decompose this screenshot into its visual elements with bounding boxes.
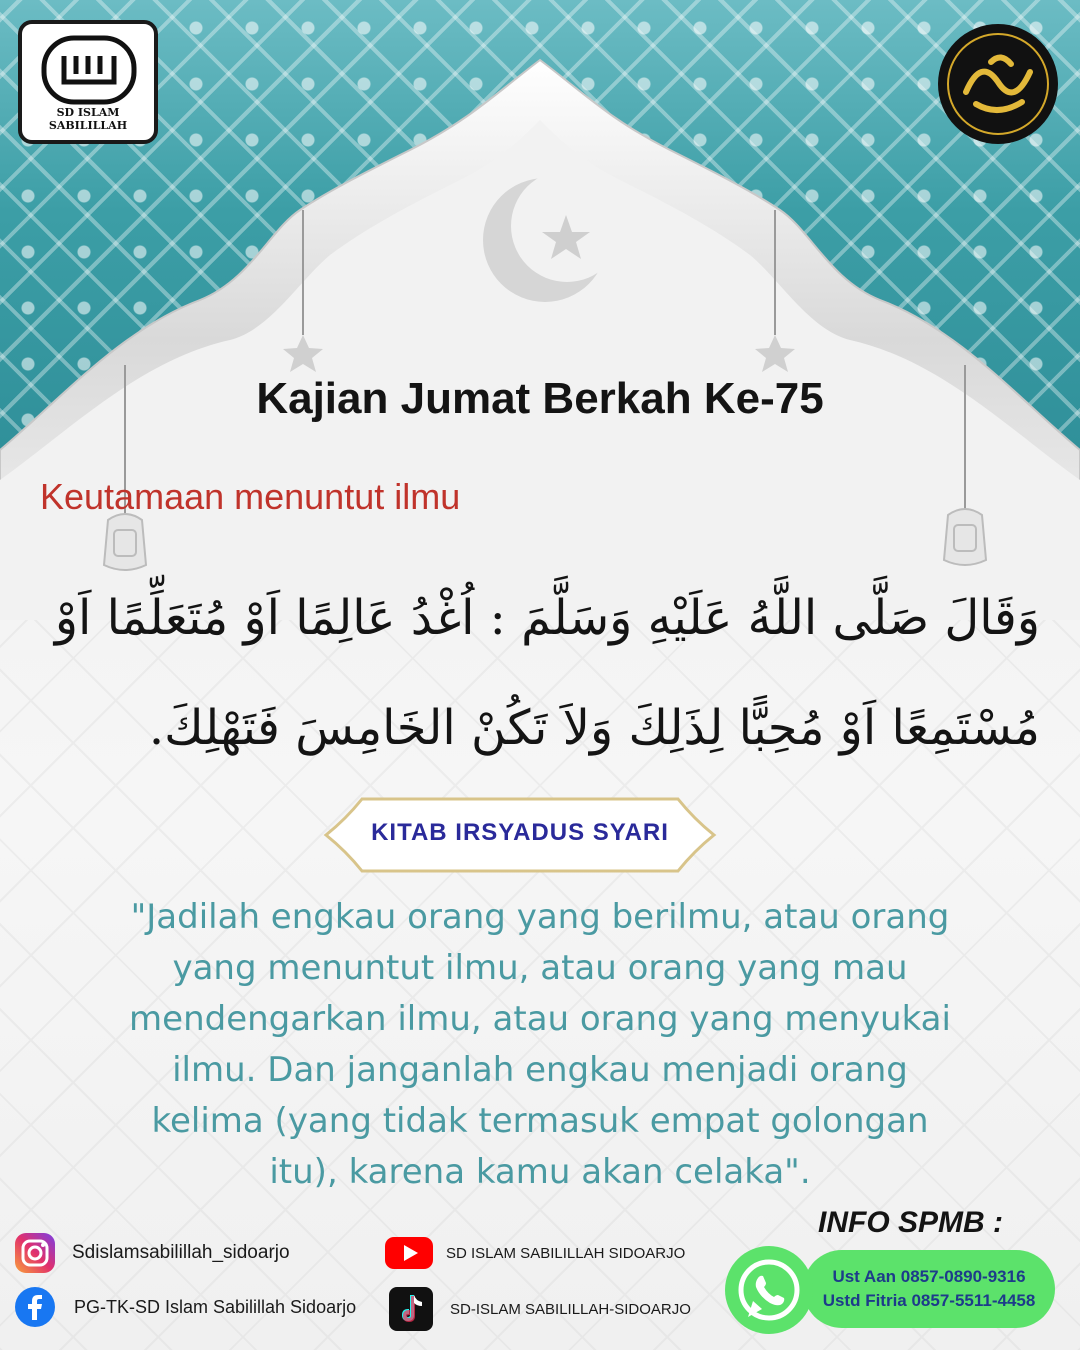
mosque-arch-frame: [0, 0, 1080, 620]
instagram-handle-label: Sdislamsabilillah_sidoarjo: [72, 1242, 290, 1263]
translation-line: kelima (yang tidak termasuk empat golongan: [151, 1101, 929, 1141]
info-title: INFO SPMB :: [818, 1206, 1003, 1239]
translation-text: [80, 892, 1000, 1198]
translation-line: yang menuntut ilmu, atau orang yang mau: [172, 948, 908, 988]
youtube-icon: [384, 1232, 434, 1274]
translation-line: itu), karena kamu akan celaka".: [269, 1152, 811, 1192]
topic-subtitle: Keutamaan menuntut ilmu: [40, 476, 461, 517]
tiktok-handle[interactable]: [388, 1286, 691, 1332]
school-logo-caption: SD ISLAM SABILILLAH: [48, 106, 128, 132]
facebook-handle-label: PG-TK-SD Islam Sabilillah Sidoarjo: [74, 1296, 357, 1317]
contact-pill[interactable]: [803, 1250, 1055, 1328]
school-logo: [18, 20, 158, 144]
youtube-handle[interactable]: [384, 1232, 685, 1274]
instagram-icon: [14, 1232, 56, 1274]
translation-line: mendengarkan ilmu, atau orang yang menyukai: [129, 999, 951, 1039]
calligraphy-seal-logo: [936, 22, 1060, 146]
translation-line: ilmu. Dan janganlah engkau menjadi orang: [172, 1050, 908, 1090]
tiktok-handle-label: SD-ISLAM SABILILLAH-SIDOARJO: [450, 1300, 691, 1318]
lantern-icon: [944, 509, 986, 565]
youtube-handle-label: SD ISLAM SABILILLAH SIDOARJO: [446, 1244, 686, 1262]
hadith-line-1: وَقَالَ صَلَّى اللَّهُ عَلَيْهِ وَسَلَّمَ : اُغْدُ عَالِمًا اَوْ مُتَعَلِّمًا اَوْ: [54, 590, 1040, 646]
lantern-icon: [104, 514, 146, 570]
source-badge: [322, 795, 718, 875]
contact-line: Ustd Fitria 0857-5511-4458: [822, 1291, 1036, 1310]
whatsapp-icon[interactable]: [724, 1245, 814, 1335]
instagram-handle[interactable]: [14, 1232, 290, 1274]
page-title: Kajian Jumat Berkah Ke-75: [256, 374, 824, 423]
facebook-handle[interactable]: [14, 1286, 356, 1328]
contact-line: Ust Aan 0857-0890-9316: [832, 1267, 1026, 1286]
hadith-line-2: مُسْتَمِعًا اَوْ مُحِبًّا لِذَلِكَ وَلاَ تَكُنْ الخَامِسَ فَتَهْلِكَ.: [148, 700, 1040, 756]
tiktok-icon: [388, 1286, 434, 1332]
translation-line: "Jadilah engkau orang yang berilmu, atau orang: [130, 897, 950, 937]
school-emblem-icon: [40, 34, 138, 106]
facebook-icon: [14, 1286, 56, 1328]
source-label: KITAB IRSYADUS SYARI: [371, 819, 669, 846]
